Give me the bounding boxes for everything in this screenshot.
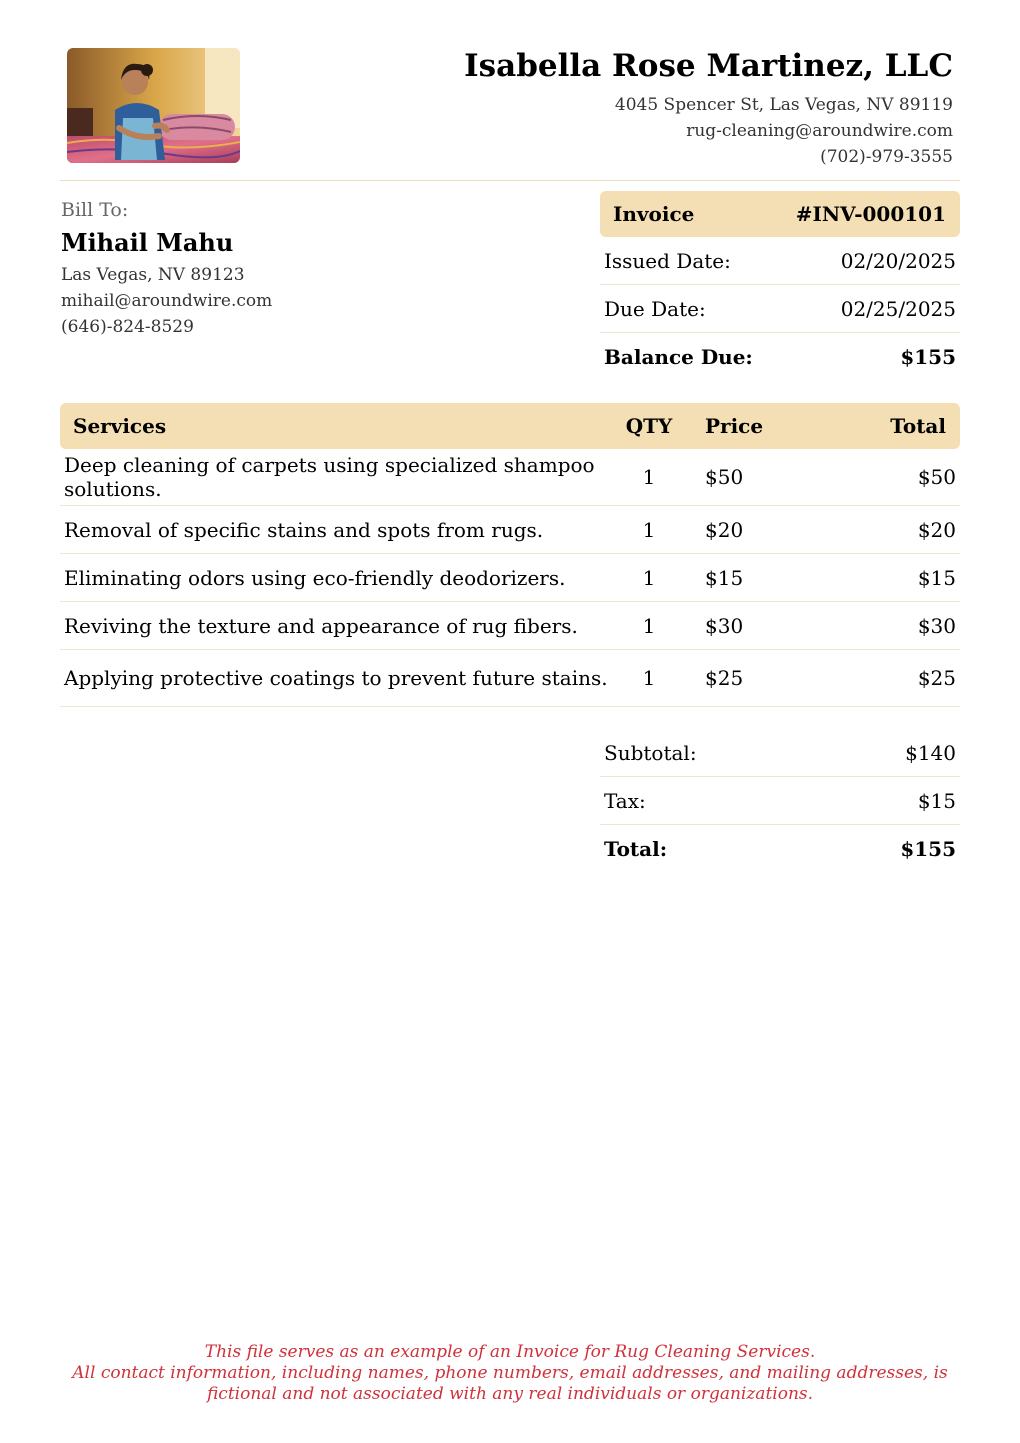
- due-date-label: Due Date:: [604, 296, 706, 321]
- service-description: Applying protective coatings to prevent future stains.: [64, 666, 608, 690]
- service-total: $25: [917, 666, 956, 690]
- company-email[interactable]: rug-cleaning@aroundwire.com: [686, 121, 953, 141]
- due-date-row: [600, 285, 960, 333]
- table-row: [60, 650, 960, 707]
- invoice-summary: [600, 191, 960, 380]
- total-row: [600, 825, 960, 872]
- client-phone: (646)-824-8529: [61, 317, 194, 337]
- service-description: Removal of specific stains and spots from rugs.: [64, 517, 544, 542]
- table-row: [60, 506, 960, 554]
- issued-date-label: Issued Date:: [604, 248, 731, 273]
- service-price: $25: [705, 666, 744, 690]
- service-price: $20: [705, 517, 744, 542]
- tax-value: $15: [917, 788, 956, 813]
- rug-cleaner-photo: [67, 48, 240, 163]
- total-value: $155: [900, 836, 956, 861]
- service-price: $30: [705, 613, 744, 638]
- tax-label: Tax:: [604, 788, 646, 813]
- disclaimer-line-1: This file serves as an example of an Invoice for Rug Cleaning Services.: [204, 1342, 816, 1362]
- subtotal-label: Subtotal:: [604, 740, 697, 765]
- header-total: Total: [890, 414, 946, 438]
- issued-date-row: [600, 237, 960, 285]
- header-qty: QTY: [625, 414, 673, 438]
- disclaimer-line-3: fictional and not associated with any real individuals or organizations.: [206, 1384, 814, 1404]
- services-table: [60, 403, 960, 707]
- table-row: [60, 602, 960, 650]
- service-qty: 1: [642, 517, 656, 542]
- service-price: $50: [705, 465, 744, 489]
- services-table-header: [60, 403, 960, 449]
- invoice-header: [600, 191, 960, 237]
- total-label: Total:: [604, 836, 668, 861]
- service-total: $15: [917, 565, 956, 590]
- service-total: $20: [917, 517, 956, 542]
- header-services: Services: [73, 414, 167, 438]
- balance-due-label: Balance Due:: [604, 344, 753, 369]
- subtotal-row: [600, 729, 960, 777]
- company-address: 4045 Spencer St, Las Vegas, NV 89119: [614, 95, 953, 115]
- table-row: [60, 449, 960, 506]
- disclaimer-footer: [0, 1342, 1020, 1405]
- company-name: Isabella Rose Martinez, LLC: [464, 48, 953, 84]
- company-block: [464, 44, 953, 170]
- subtotal-value: $140: [905, 740, 956, 765]
- bill-to-block: [61, 196, 272, 340]
- service-total: $30: [917, 613, 956, 638]
- company-phone: (702)-979-3555: [820, 147, 953, 167]
- bill-to-label: Bill To:: [61, 199, 129, 221]
- service-qty: 1: [642, 613, 656, 638]
- totals-block: [600, 729, 960, 872]
- service-price: $15: [705, 565, 744, 590]
- issued-date-value: 02/20/2025: [840, 248, 956, 273]
- service-description: Deep cleaning of carpets using specialized shampoo solutions.: [64, 453, 595, 501]
- balance-due-row: [600, 333, 960, 380]
- header-divider: [60, 180, 960, 181]
- client-email[interactable]: mihail@aroundwire.com: [61, 291, 273, 311]
- service-qty: 1: [642, 565, 656, 590]
- header-price: Price: [705, 414, 764, 438]
- service-qty: 1: [642, 465, 656, 489]
- due-date-value: 02/25/2025: [840, 296, 956, 321]
- client-address: Las Vegas, NV 89123: [61, 265, 245, 285]
- client-name: Mihail Mahu: [61, 228, 234, 257]
- service-qty: 1: [642, 666, 656, 690]
- disclaimer-line-2: All contact information, including names, phone numbers, email addresses, and mailing addresses, is: [72, 1363, 948, 1383]
- service-description: Eliminating odors using eco-friendly deodorizers.: [64, 565, 566, 590]
- tax-row: [600, 777, 960, 825]
- invoice-number: #INV-000101: [795, 202, 946, 226]
- table-row: [60, 554, 960, 602]
- balance-due-value: $155: [900, 344, 956, 369]
- service-total: $50: [917, 465, 956, 489]
- service-description: Reviving the texture and appearance of rug fibers.: [64, 613, 578, 638]
- invoice-label: Invoice: [613, 202, 695, 226]
